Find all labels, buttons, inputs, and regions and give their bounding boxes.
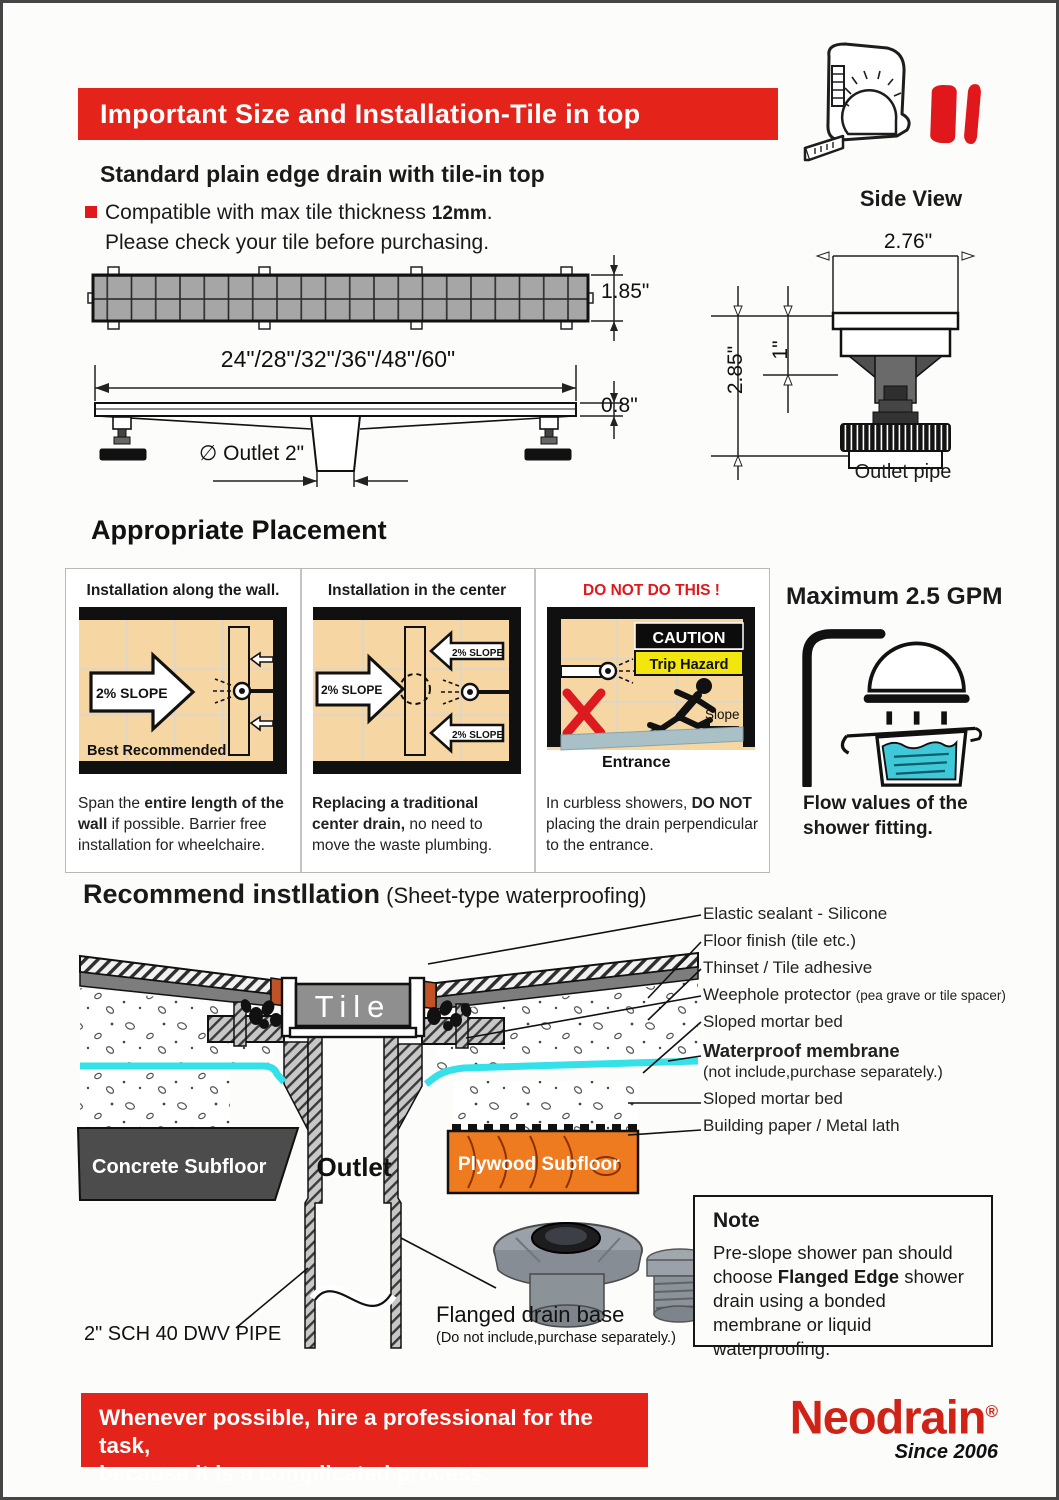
membrane-bold: Waterproof membrane	[703, 1040, 900, 1061]
panel1-title: Installation along the wall.	[86, 582, 280, 599]
side-view-outlet-pipe-label: Outlet pipe	[854, 461, 952, 483]
brand-quote-mark-thick	[930, 85, 957, 144]
layer-label-mortar-upper: Sloped mortar bed	[703, 1012, 843, 1031]
caution-bottom-label: Trip Hazard	[649, 657, 729, 673]
membrane-sub: (not include,purchase separately.)	[703, 1064, 943, 1081]
brand-reg-mark: ®	[985, 1402, 998, 1421]
cap-bold: entire length of the wall	[78, 795, 284, 833]
note-bold: Flanged Edge	[777, 1266, 900, 1287]
footer-line2: because it is a complicated process.	[99, 1461, 490, 1486]
brand-name: Neodrain	[789, 1390, 986, 1444]
body-shoulder-right	[398, 1044, 422, 1130]
note-post: shower drain using a bonded membrane or liquid waterproofing.	[713, 1266, 964, 1359]
intro-heading: Standard plain edge drain with tile-in top	[100, 161, 545, 187]
drain-front-view	[95, 403, 576, 471]
panel1-diagram	[79, 607, 287, 787]
note-pre: Pre-slope shower pan should choose	[713, 1242, 953, 1287]
body-shoulder-left	[284, 1042, 308, 1130]
layer-label-mortar-lower: Sloped mortar bed	[703, 1089, 843, 1108]
pipe-label: 2" SCH 40 DWV PIPE	[84, 1323, 282, 1345]
brand-block	[755, 1389, 998, 1464]
measuring-cup	[842, 728, 980, 785]
cap-bold: DO NOT	[691, 795, 752, 812]
caution-sign	[635, 623, 743, 675]
side-view-drawing	[703, 228, 1003, 498]
mortar-lower-left	[80, 1072, 230, 1128]
note-box	[693, 1195, 993, 1359]
plywood-subfloor-label: Plywood Subfloor	[458, 1154, 620, 1175]
caution-top-label: CAUTION	[652, 630, 726, 647]
header-banner	[78, 88, 778, 140]
panel2-title: Installation in the center	[327, 582, 507, 599]
panel2-caption	[312, 793, 524, 856]
footer-line1: Whenever possible, hire a professional for the task,	[99, 1405, 593, 1458]
water	[883, 742, 957, 779]
slope-label: 2% SLOPE	[96, 685, 168, 701]
tape-measure-icon	[801, 36, 919, 164]
layer-label-sealant: Elastic sealant - Silicone	[703, 904, 888, 923]
weephole-small: (pea grave or tile spacer)	[855, 988, 1006, 1003]
install-heading-bold: Recommend instllation	[83, 879, 381, 909]
cap-pre: Span the	[78, 795, 145, 812]
side-view-width: 2.76"	[883, 230, 933, 253]
slope-label: 2% SLOPE	[321, 683, 383, 697]
side-view-height-top: 1"	[769, 340, 792, 360]
bullet-text-line2: Please check your tile before purchasing.	[105, 231, 490, 254]
best-recommended-badge: Best Recommended	[87, 743, 227, 759]
cap-pre: In curbless showers,	[546, 795, 692, 812]
note-body	[713, 1241, 973, 1361]
layer-label-membrane	[703, 1040, 1048, 1082]
gpm-cap-line1: Flow values of the	[803, 793, 968, 814]
bullet-text-pre: Compatible with max tile thickness	[105, 201, 432, 224]
dim-grate-height: 1.85"	[601, 280, 650, 303]
tile-label: Tile	[314, 989, 392, 1024]
panel3-title: DO NOT DO THIS !	[583, 582, 720, 599]
cap-bold: Replacing a traditional center drain,	[312, 795, 479, 833]
brand-since: Since 2006	[894, 1440, 998, 1463]
cap-post: placing the drain perpendicular to the entrance.	[546, 816, 758, 854]
flanged-base-sublabel: (Do not include,purchase separately.)	[436, 1330, 676, 1346]
header-title: Important Size and Installation-Tile in top	[100, 99, 641, 129]
panel3-diagram	[547, 607, 755, 787]
entrance-label: Entrance	[602, 754, 671, 771]
panel-along-wall	[66, 569, 300, 872]
placement-heading: Appropriate Placement	[91, 515, 387, 545]
intro-bullet	[105, 198, 585, 257]
drain-channel	[405, 627, 425, 755]
note-title: Note	[713, 1209, 760, 1232]
panel-do-not	[534, 569, 769, 872]
dim-outlet-dia: ∅ Outlet 2"	[199, 442, 305, 465]
bullet-text-dot: .	[486, 201, 493, 224]
gpm-cap-line2: shower fitting.	[803, 818, 933, 839]
shower-flow-icon	[791, 615, 996, 787]
mortar-lower-right	[453, 1081, 638, 1131]
dim-body-height: 0.8"	[601, 394, 638, 417]
brand-logo	[755, 1389, 998, 1444]
bullet-text-bold: 12mm	[431, 203, 487, 224]
concrete-subfloor-label: Concrete Subfloor	[92, 1156, 267, 1178]
shower-pipe	[807, 634, 881, 785]
grate-top-view	[88, 267, 593, 329]
placement-panels-box	[65, 568, 770, 873]
gpm-heading: Maximum 2.5 GPM	[786, 583, 1003, 610]
layer-label-floor-finish: Floor finish (tile etc.)	[703, 931, 857, 950]
panel-center	[300, 569, 534, 872]
flanged-base-label: Flanged drain base	[436, 1302, 625, 1327]
side-view-body	[833, 313, 958, 468]
gpm-caption	[803, 791, 968, 841]
tile-in-grate	[282, 978, 424, 1037]
footer-warning-bar	[81, 1393, 648, 1486]
shower-head-dome	[869, 643, 964, 690]
layer-label-thinset: Thinset / Tile adhesive	[703, 958, 873, 977]
panel3-caption	[546, 793, 758, 856]
slope-label: 2% SLOPE	[452, 648, 504, 659]
membrane-right	[426, 1061, 698, 1084]
side-view-height-total: 2.85"	[724, 345, 747, 395]
panel2-diagram	[313, 607, 521, 787]
drain-technical-drawing	[83, 253, 663, 493]
outlet-label: Outlet	[316, 1152, 392, 1182]
side-view-title: Side View	[859, 186, 963, 211]
slope-label: 2% SLOPE	[452, 730, 504, 741]
layer-label-building-paper: Building paper / Metal lath	[703, 1116, 900, 1135]
dim-lengths: 24"/28"/32"/36"/48"/60"	[220, 346, 456, 372]
cap-post: if possible. Barrier free installation for wheelchaire.	[78, 816, 267, 854]
install-heading-rest: (Sheet-type waterproofing)	[380, 883, 647, 908]
brand-quote-mark-thin	[963, 84, 981, 145]
slope-text: Slope	[705, 707, 740, 722]
red-square-bullet-icon	[85, 206, 97, 218]
cap-post: no need to move the waste plumbing.	[312, 816, 493, 854]
weephole-text: Weephole protector	[703, 985, 856, 1004]
panel1-caption	[78, 793, 290, 856]
layer-label-weephole	[703, 985, 1048, 1005]
